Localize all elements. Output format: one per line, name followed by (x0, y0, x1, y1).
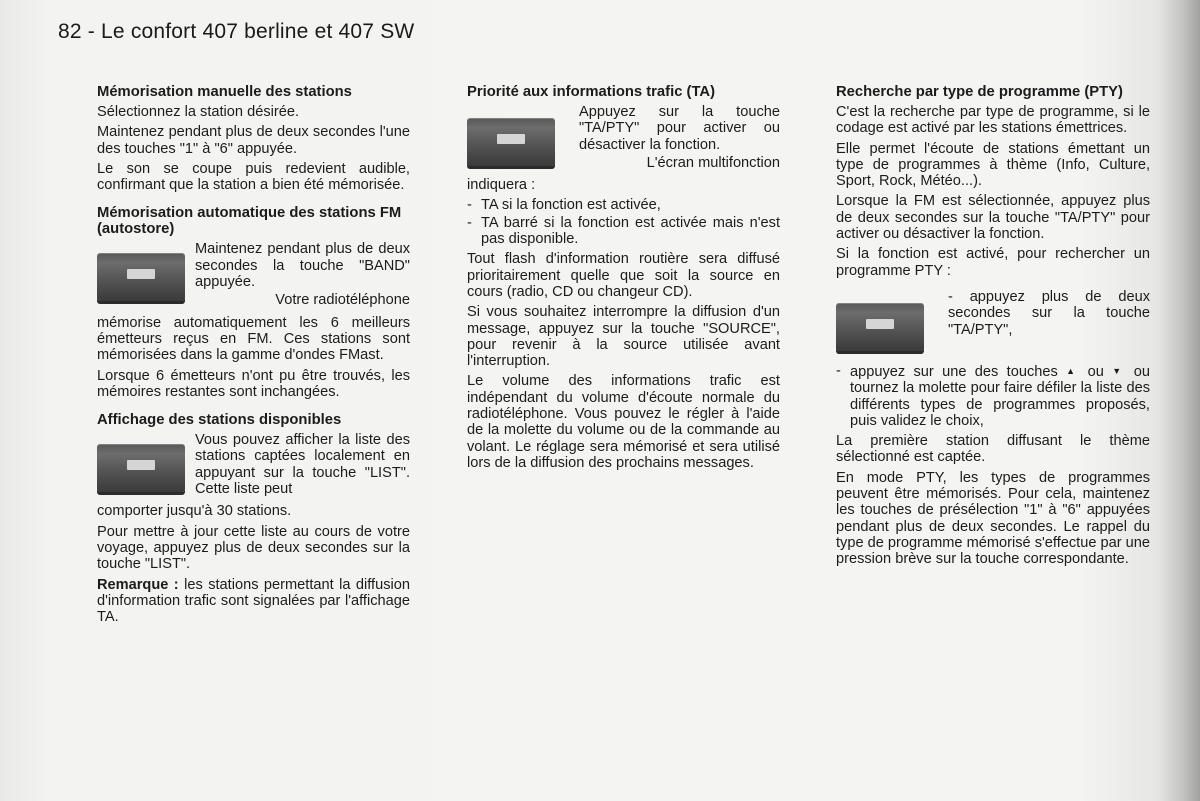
note-label: Remarque : (97, 576, 179, 593)
list-item: - TA si la fonction est activée, (467, 197, 780, 213)
paragraph: Appuyez sur la touche "TA/PTY" pour activer ou désactiver la fonction. (579, 104, 780, 153)
paragraph: Elle permet l'écoute de stations émettant un type de programmes à thème (Info, Culture, Sport, Rock, Météo...). (836, 140, 1150, 190)
figure-ta-button (467, 104, 780, 173)
column-2 (467, 84, 780, 475)
paragraph: Pour mettre à jour cette liste au cours de votre voyage, appuyez plus de deux secondes sur la touche "LIST". (97, 523, 410, 573)
ta-pty-button-image-2 (836, 303, 924, 351)
ta-pty-button-image (467, 118, 555, 166)
section-title-display-stations: Affichage des stations disponibles (97, 412, 342, 429)
paragraph: comporter jusqu'à 30 stations. (97, 503, 292, 520)
pty-button-cap (866, 319, 894, 329)
list-button-image (97, 444, 185, 492)
paragraph: - appuyez plus de deux secondes sur la touche "TA/PTY", (948, 288, 1150, 338)
band-button-cap (127, 269, 155, 279)
figure-list-button (97, 432, 410, 499)
list-item: - appuyez sur une des touches ▲ ou ▼ ou tournez la molette pour faire défiler la liste des différents types de programmes proposés, puis validez le choix, (836, 363, 1150, 429)
paragraph: mémorise automatiquement les 6 meilleurs émetteurs reçus en FM. Ces stations sont mémorisées dans la gamme d'ondes FMast. (97, 314, 410, 364)
paragraph: Lorsque 6 émetteurs n'ont pu être trouvés, les mémoires restantes sont inchangées. (97, 367, 410, 400)
column-3 (836, 84, 1150, 572)
paragraph: Vous pouvez afficher la liste des stations captées localement en appuyant sur la touche "LIST". Cette liste peut (195, 432, 410, 498)
paragraph: La première station diffusant le thème sélectionné est captée. (836, 433, 1150, 466)
paragraph: Le son se coupe puis redevient audible, confirmant que la station a bien été mémorisée. (97, 160, 410, 194)
paragraph: Maintenez pendant plus de deux secondes la touche "BAND" appuyée. (195, 241, 410, 291)
paragraph: Tout flash d'information routière sera diffusé prioritairement quelle que soit la source en cours (radio, CD ou changeur CD). (467, 251, 780, 300)
figure-band-button (97, 241, 410, 310)
paragraph: En mode PTY, les types de programmes peuvent être mémorisés. Pour cela, maintenez les touches de présélection "1" à "6" appuyées pendant plus de deux secondes. Le rappel du type de programme mémorisé s'effectue par une pression brève sur la touche correspondante. (836, 469, 1151, 568)
paragraph: Votre radiotéléphone (275, 292, 410, 309)
paragraph: Maintenez pendant plus de deux secondes l'une des touches "1" à "6" appuyée. (97, 124, 410, 157)
paragraph: Lorsque la FM est sélectionnée, appuyez plus de deux secondes sur la touche "TA/PTY" pour activer ou désactiver la fonction. (836, 193, 1150, 243)
section-title-ta: Priorité aux informations trafic (TA) (467, 84, 716, 100)
paragraph: indiquera : (467, 177, 536, 194)
section-title-manual-memo: Mémorisation manuelle des stations (97, 84, 352, 100)
paragraph: Le volume des informations trafic est indépendant du volume d'écoute normale du radiotéléphone. Vous pouvez le régler à l'aide de la molette du volume ou de la commande au volant. Le réglage sera mémorisé et sera utilisé lors de la diffusion des prochains messages. (467, 373, 780, 471)
column-1 (97, 84, 410, 629)
note (97, 577, 410, 626)
paragraph: L'écran multifonction (646, 154, 780, 171)
paragraph: Sélectionnez la station désirée. (97, 104, 300, 120)
arrow-up-icon: ▲ (1066, 365, 1080, 376)
page-binding-shadow (1160, 0, 1200, 801)
paragraph: Si la fonction est activé, pour rechercher un programme PTY : (836, 246, 1150, 279)
pty-steps-list (836, 363, 1150, 429)
arrow-down-icon: ▼ (1112, 365, 1126, 376)
figure-pty-button (836, 289, 1150, 351)
band-button-image (97, 253, 185, 301)
page-header: 82 - Le confort 407 berline et 407 SW (58, 20, 415, 43)
list-button-cap (127, 460, 155, 470)
section-title-autostore: Mémorisation automatique des stations FM (autostore) (97, 205, 402, 238)
section-title-pty: Recherche par type de programme (PTY) (836, 84, 1123, 100)
ta-status-list (467, 197, 780, 247)
note-text: les stations permettant la diffusion d'information trafic sont signalées par l'affichage TA. (97, 576, 410, 626)
paragraph: C'est la recherche par type de programme, si le codage est activé par les stations émettrices. (836, 104, 1150, 137)
ta-button-cap (497, 134, 525, 144)
paragraph: Si vous souhaitez interrompre la diffusion d'un message, appuyez sur la touche "SOURCE", pour revenir à la source utilisée avant l'interruption. (467, 304, 780, 370)
list-item: - TA barré si la fonction est activée mais n'est pas disponible. (467, 215, 780, 248)
